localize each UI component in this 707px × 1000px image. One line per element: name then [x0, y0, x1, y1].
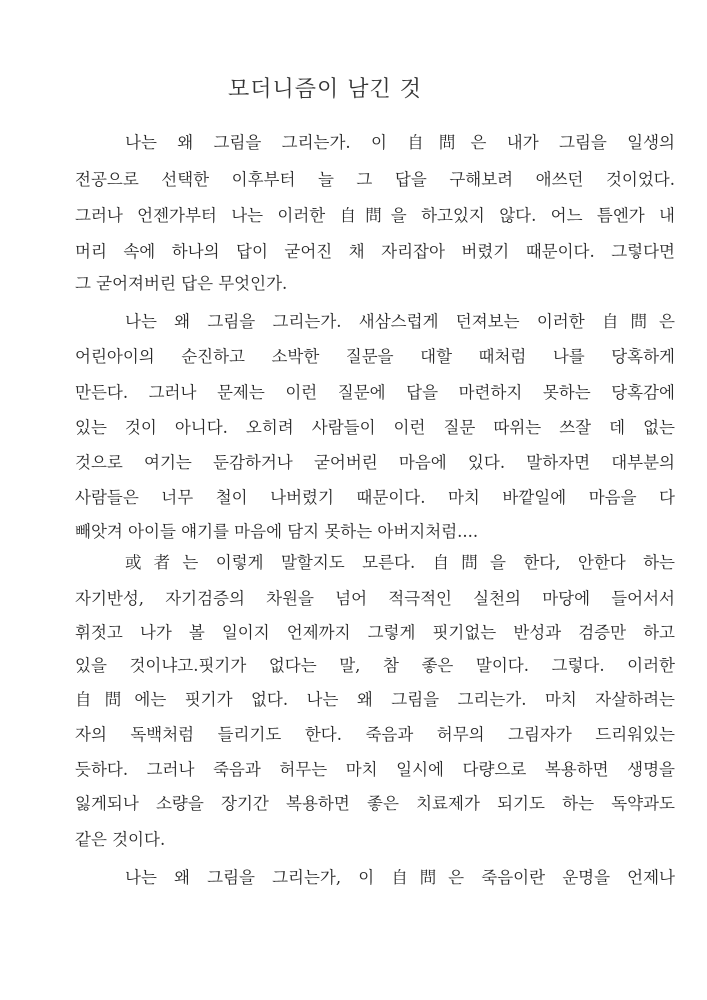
text-line: 듯하다. 그러나 죽음과 허무는 마치 일시에 다량으로 복용하면 생명을 — [75, 760, 675, 779]
text-line: 전공으로 선택한 이후부터 늘 그 답을 구해보려 애쓰던 것이었다. — [75, 170, 675, 189]
text-line: 자기반성, 자기검증의 차원을 넘어 적극적인 실천의 마당에 들어서서 — [75, 589, 675, 608]
document-title: 모더니즘이 남긴 것 — [227, 77, 422, 102]
text-line: 自問에는 핏기가 없다. 나는 왜 그림을 그리는가. 마치 자살하려는 — [75, 690, 675, 709]
text-line: 나는 왜 그림을 그리는가. 새삼스럽게 던져보는 이러한 自問은 — [125, 312, 675, 331]
text-line: 있는 것이 아니다. 오히려 사람들이 이런 질문 따위는 쓰잘 데 없는 — [75, 418, 675, 437]
text-line: 머리 속에 하나의 답이 굳어진 채 자리잡아 버렸기 때문이다. 그렇다면 — [75, 242, 675, 261]
text-line: 휘젓고 나가 볼 일이지 언제까지 그렇게 핏기없는 반성과 검증만 하고 — [75, 623, 675, 642]
text-line: 만든다. 그러나 문제는 이런 질문에 답을 마련하지 못하는 당혹감에 — [75, 383, 675, 402]
text-line: 나는 왜 그림을 그리는가, 이 自問은 죽음이란 운명을 언제나 — [125, 868, 675, 887]
text-line: 그 굳어져버린 답은 무엇인가. — [75, 274, 288, 293]
text-line: 사람들은 너무 철이 나버렸기 때문이다. 마치 바깥일에 마음을 다 — [75, 488, 675, 507]
text-line: 그러나 언젠가부터 나는 이러한 自問을 하고있지 않다. 어느 틈엔가 내 — [75, 206, 675, 225]
text-line: 있을 것이냐고.핏기가 없다는 말, 참 좋은 말이다. 그렇다. 이러한 — [75, 656, 675, 675]
text-line: 빼앗겨 아이들 얘기를 마음에 담지 못하는 아버지처럼.... — [75, 522, 479, 541]
text-line: 어린아이의 순진하고 소박한 질문을 대할 때처럼 나를 당혹하게 — [75, 347, 675, 366]
text-line: 나는 왜 그림을 그리는가. 이 自問은 내가 그림을 일생의 — [125, 133, 675, 152]
text-line: 或者는 이렇게 말할지도 모른다. 自問을 한다, 안한다 하는 — [125, 553, 675, 572]
text-line: 같은 것이다. — [75, 830, 166, 849]
text-line: 자의 독백처럼 들리기도 한다. 죽음과 허무의 그림자가 드리워있는 — [75, 725, 675, 744]
text-line: 것으로 여기는 둔감하거나 굳어버린 마음에 있다. 말하자면 대부분의 — [75, 453, 675, 472]
text-line: 잃게되나 소량을 장기간 복용하면 좋은 치료제가 되기도 하는 독약과도 — [75, 794, 675, 813]
